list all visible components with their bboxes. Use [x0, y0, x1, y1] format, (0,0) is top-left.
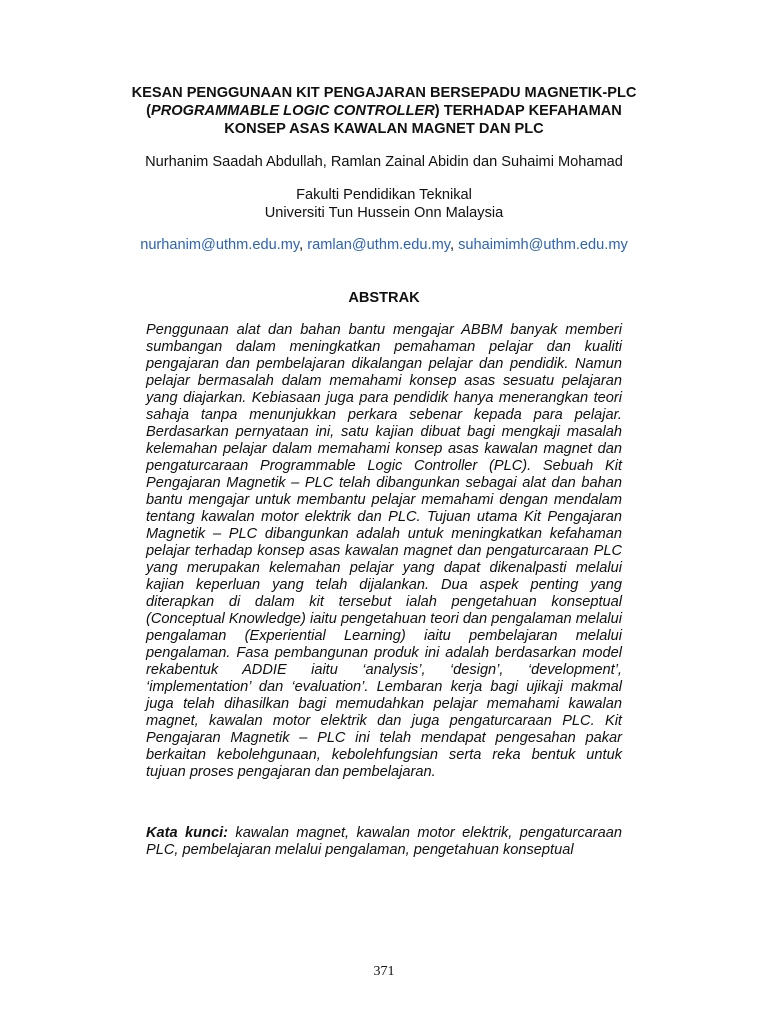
keywords-text: kawalan magnet, kawalan motor elektrik, pengaturcaraan PLC, pembelajaran melalui pengalaman, pengetahuan konseptual — [146, 825, 622, 858]
keywords-label: Kata kunci: — [146, 825, 228, 841]
university-name: Universiti Tun Hussein Onn Malaysia — [264, 205, 504, 221]
author-list: Nurhanim Saadah Abdullah, Ramlan Zainal Abidin dan Suhaimi Mohamad — [145, 154, 623, 170]
email-link-ramlan[interactable]: ramlan@uthm.edu.my — [307, 237, 450, 253]
email-separator: , — [299, 237, 308, 253]
email-link-nurhanim[interactable]: nurhanim@uthm.edu.my — [140, 237, 300, 253]
keywords-section — [146, 825, 622, 859]
faculty-name: Fakulti Pendidikan Teknikal — [296, 187, 472, 203]
email-separator: , — [449, 237, 459, 253]
title-line-2-rest: ) TERHADAP KEFAHAMAN — [434, 103, 622, 119]
title-line-2 — [80, 102, 688, 120]
affiliation — [40, 186, 728, 222]
email-list — [40, 236, 728, 254]
abstract-body: Penggunaan alat dan bahan bantu mengajar ABBM banyak memberi sumbangan dalam meningkatkan pemahaman pelajar dan kualiti pengajaran dan pembelajaran dikalangan pelajar dan pendidik. Namun pelajar bermasalah dalam memahami konsep asas sesuatu pelajaran yang diajarkan. Kebiasaan juga para pendidik hanya menerangkan teori sahaja tanpa menunjukkan perkara sebenar kepada para pelajar. Berdasarkan pernyataan ini, satu kajian dibuat bagi mengkaji masalah kelemahan pelajar dalam memahami konsep asas kawalan magnet dan pengaturcaraan Programmable Logic Controller (PLC). Sebuah Kit Pengajaran Magnetik – PLC telah dibangunkan sebagai alat dan bahan bantu mengajar untuk membantu pelajar memahami dengan mendalam tentang kawalan motor elektrik dan PLC. Tujuan utama Kit Pengajaran Magnetik – PLC dibangunkan adalah untuk meningkatkan kefahaman pelajar terhadap konsep asas kawalan magnet dan pengaturcaraan PLC yang merupakan kelemahan pelajar yang dapat dikenalpasti melalui kajian keperluan yang telah dijalankan. Dua aspek penting yang diterapkan di dalam kit tersebut ialah pengetahuan konseptual (Conceptual Knowledge) iaitu pengetahuan teori dan pengalaman melalui pengalaman (Experiential Learning) iaitu pembelajaran melalui pengalaman. Fasa pembangunan produk ini adalah berdasarkan model rekabentuk ADDIE iaitu ‘analysis’, ‘design’, ‘development’, ‘implementation’ dan ‘evaluation’. Lembaran kerja bagi ujikaji makmal juga telah dihasilkan bagi memudahkan pelajar memahami kawalan magnet, kawalan motor elektrik dan juga pengaturcaraan PLC. Kit Pengajaran Magnetik – PLC ini telah mendapat pengesahan pakar berkaitan kebolehgunaan, kebolehfungsian serta reka bentuk untuk tujuan proses pengajaran dan pembelajaran. — [146, 322, 622, 780]
paper-title — [80, 84, 688, 138]
title-line-3: KONSEP ASAS KAWALAN MAGNET DAN PLC — [224, 121, 544, 137]
page-number: 371 — [373, 964, 395, 979]
title-italic-term: PROGRAMMABLE LOGIC CONTROLLER — [151, 103, 435, 119]
email-link-suhaimi[interactable]: suhaimimh@uthm.edu.my — [458, 237, 628, 253]
title-line-1: KESAN PENGGUNAAN KIT PENGAJARAN BERSEPADU MAGNETIK-PLC — [131, 85, 637, 101]
abstract-heading: ABSTRAK — [348, 290, 420, 306]
title-open-paren: ( — [146, 103, 152, 119]
